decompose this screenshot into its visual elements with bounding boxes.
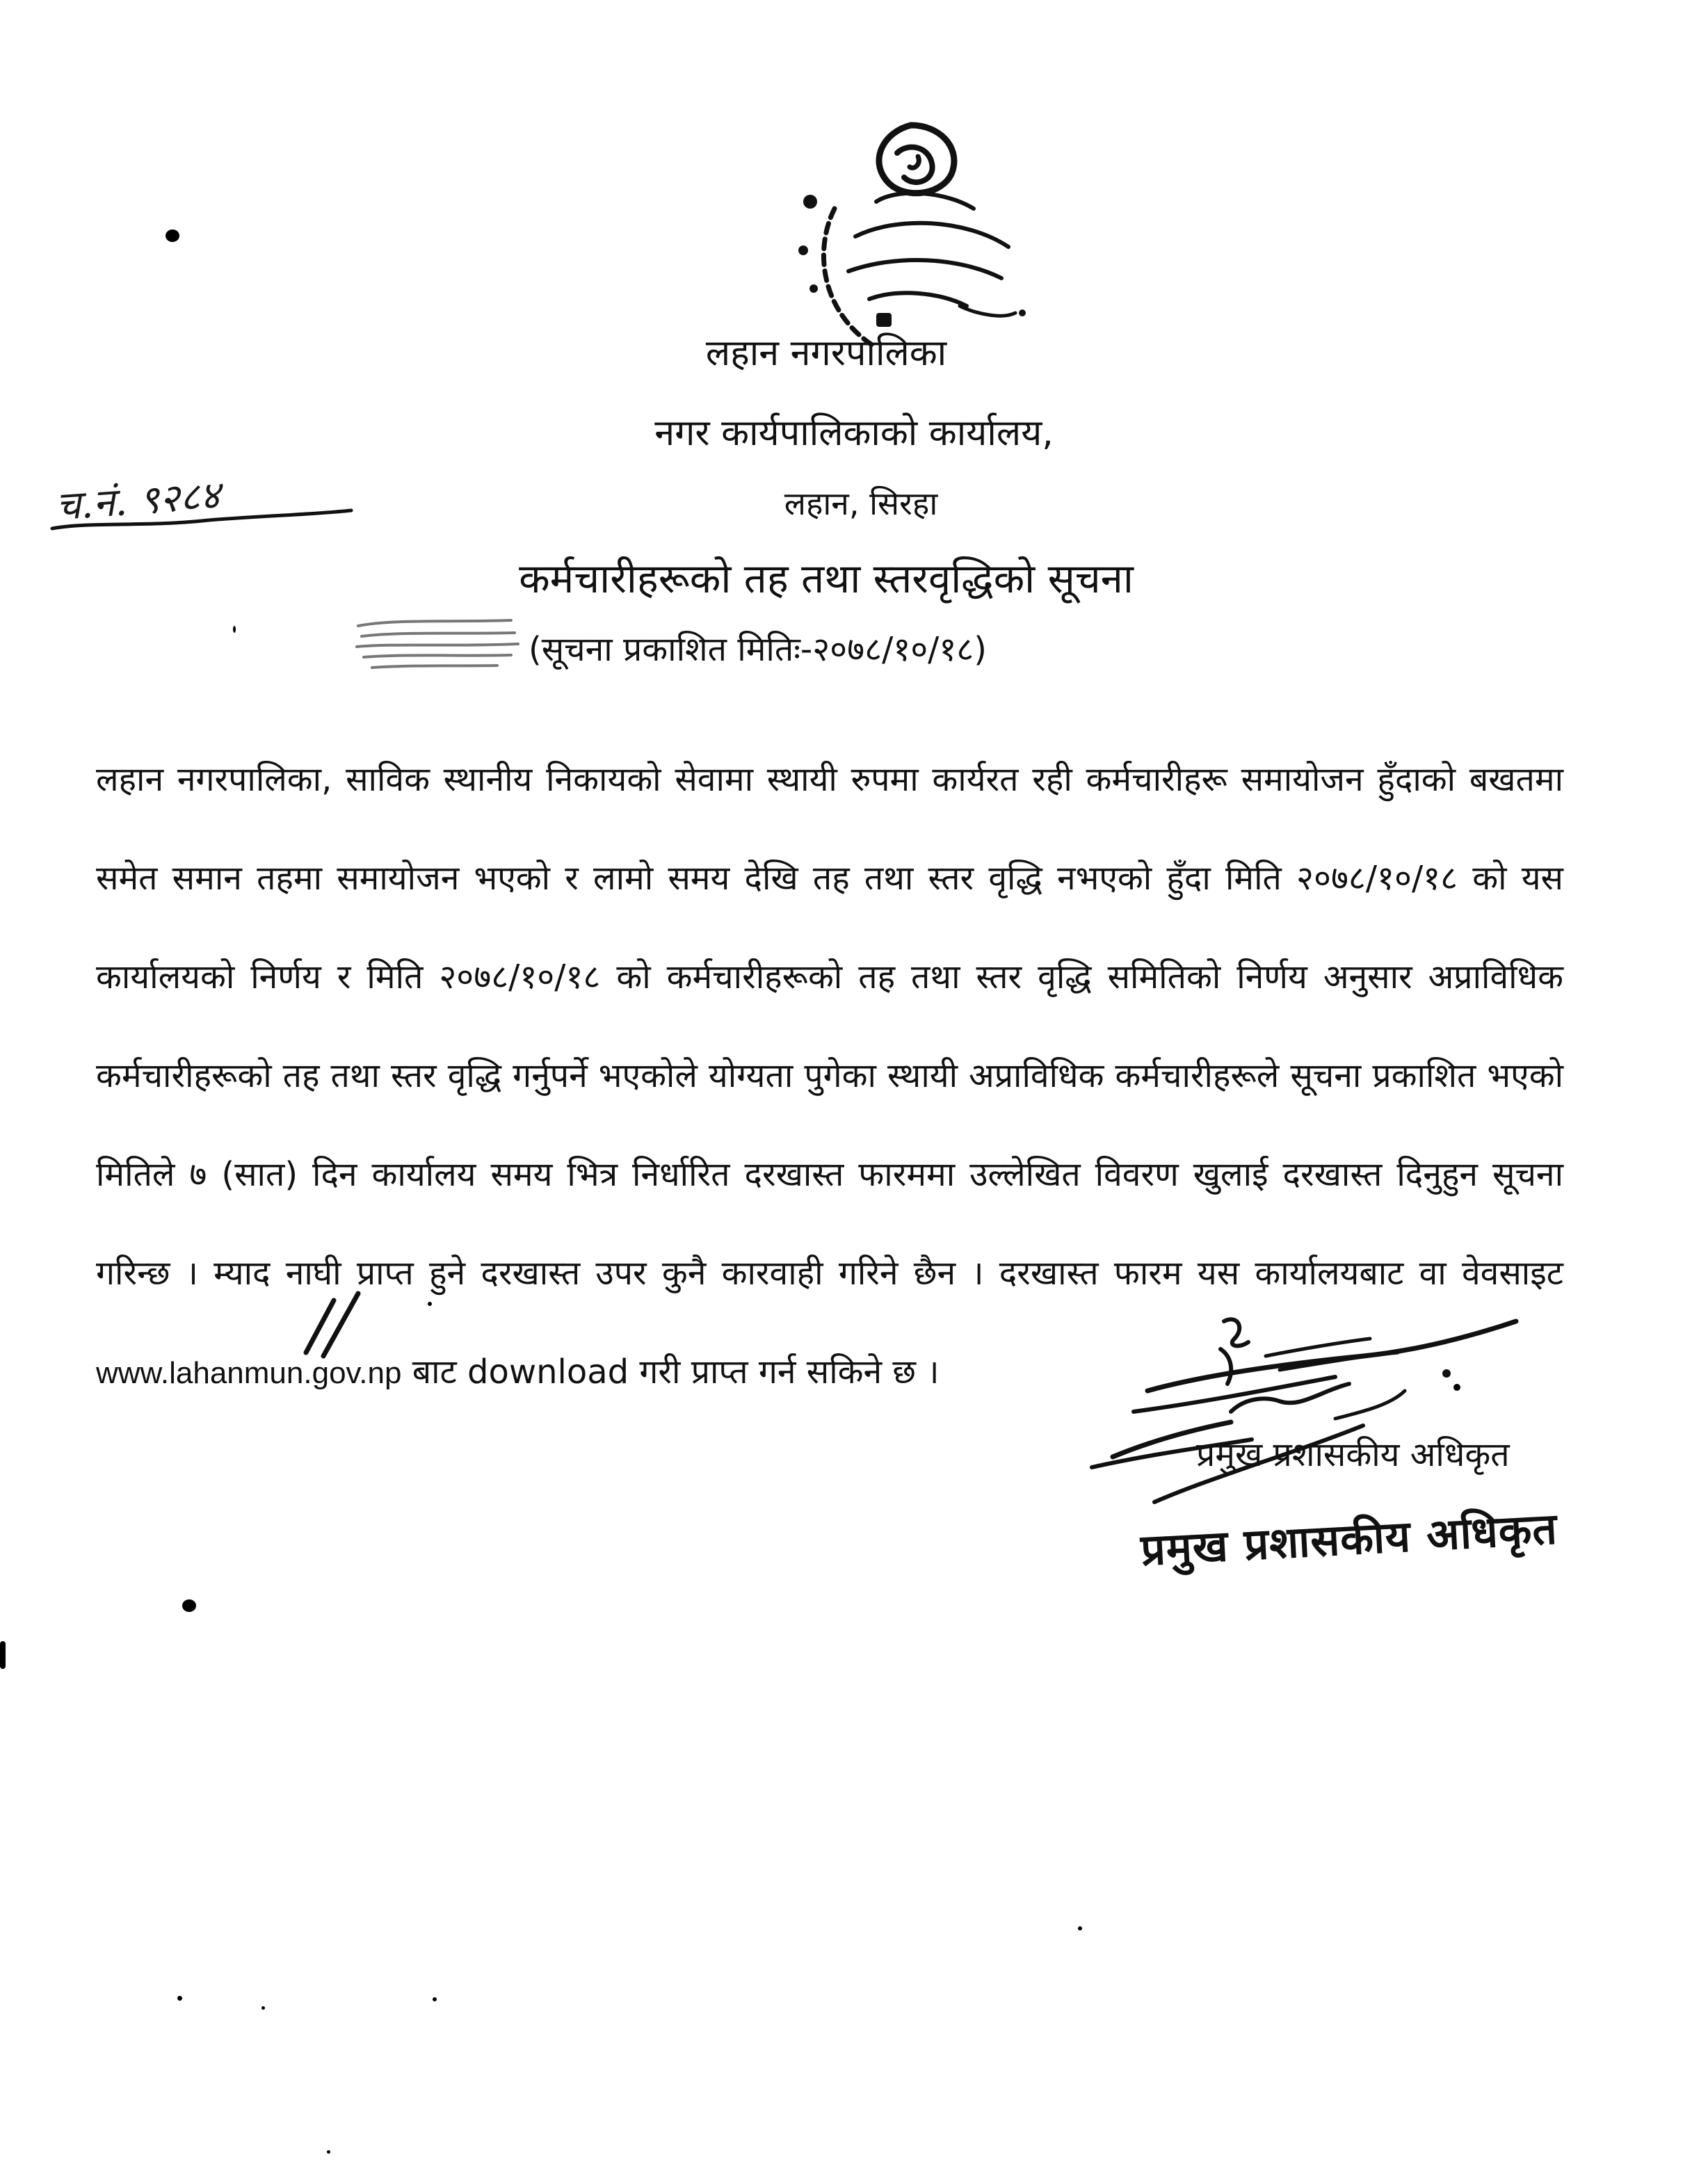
designation-stamp: प्रमुख प्रशासकीय अधिकृत (1139, 1503, 1559, 1576)
reference-number: च.नं. ९२८४ (54, 472, 222, 530)
municipality-name: लहान नगरपालिका (705, 332, 947, 374)
scan-dot (166, 229, 179, 242)
website-link[interactable]: www.lahanmun.gov.np (96, 1356, 402, 1390)
notice-body-end: बाट download गरी प्राप्त गर्न सकिने छ । (412, 1353, 940, 1392)
scan-dot (261, 2006, 265, 2010)
notice-body-text: लहान नगरपालिका, साविक स्थानीय निकायको सेवामा स्थायी रुपमा कार्यरत रही कर्मचारीहरू समायोजन हुँदाको बखतमा समेत समान तहमा समायोजन भएको र लामो समय देखि तह तथा स्तर वृद्धि नभएको हुँदा मिति २०७८/१०/१८ को यस कार्यालयको निर्णय र मिति २०७८/१०/१८ को कर्मचारीहरूको तह तथा स्तर वृद्धि समितिको निर्णय अनुसार अप्राविधिक कर्मचारीहरूको तह तथा स्तर वृद्धि गर्नुपर्ने भएकोले योग्यता पुगेका स्थायी अप्राविधिक कर्मचारीहरूले सूचना प्रकाशित भएको मितिले ७ (सात) दिन कार्यालय समय भित्र निर्धारित दरखास्त फारममा उल्लेखित विवरण खुलाई दरखास्त दिनुहुन सूचना गरिन्छ । म्याद नाघी प्राप्त हुने दरखास्त उपर कुनै कारवाही गरिने छैन । दरखास्त फारम यस कार्यालयबाट वा वेवसाइट (96, 760, 1563, 1293)
ink-smudge (351, 612, 525, 675)
scan-dot (0, 1641, 6, 1669)
office-name: नगर कार्यपालिकाको कार्यालय, (654, 412, 1054, 454)
scan-dot (182, 1599, 196, 1612)
scan-dot (177, 1996, 182, 2001)
office-location: लहान, सिरहा (784, 485, 938, 522)
scan-dot (1453, 1384, 1460, 1391)
published-date: (सूचना प्रकाशित मितिः-२०७८/१०/१८) (529, 630, 987, 669)
signature (1071, 1307, 1530, 1516)
scan-dot (1078, 1926, 1082, 1930)
notice-title: कर्मचारीहरूको तह तथा स्तरवृद्धिको सूचना (519, 555, 1134, 602)
scan-dot (433, 1997, 437, 2001)
scan-dot (428, 1302, 432, 1306)
scan-dot (327, 2150, 330, 2154)
scan-dot (233, 626, 236, 633)
handwritten-tick (292, 1286, 369, 1363)
signatory-designation: प्रमुख प्रशासकीय अधिकृत (1196, 1435, 1510, 1474)
